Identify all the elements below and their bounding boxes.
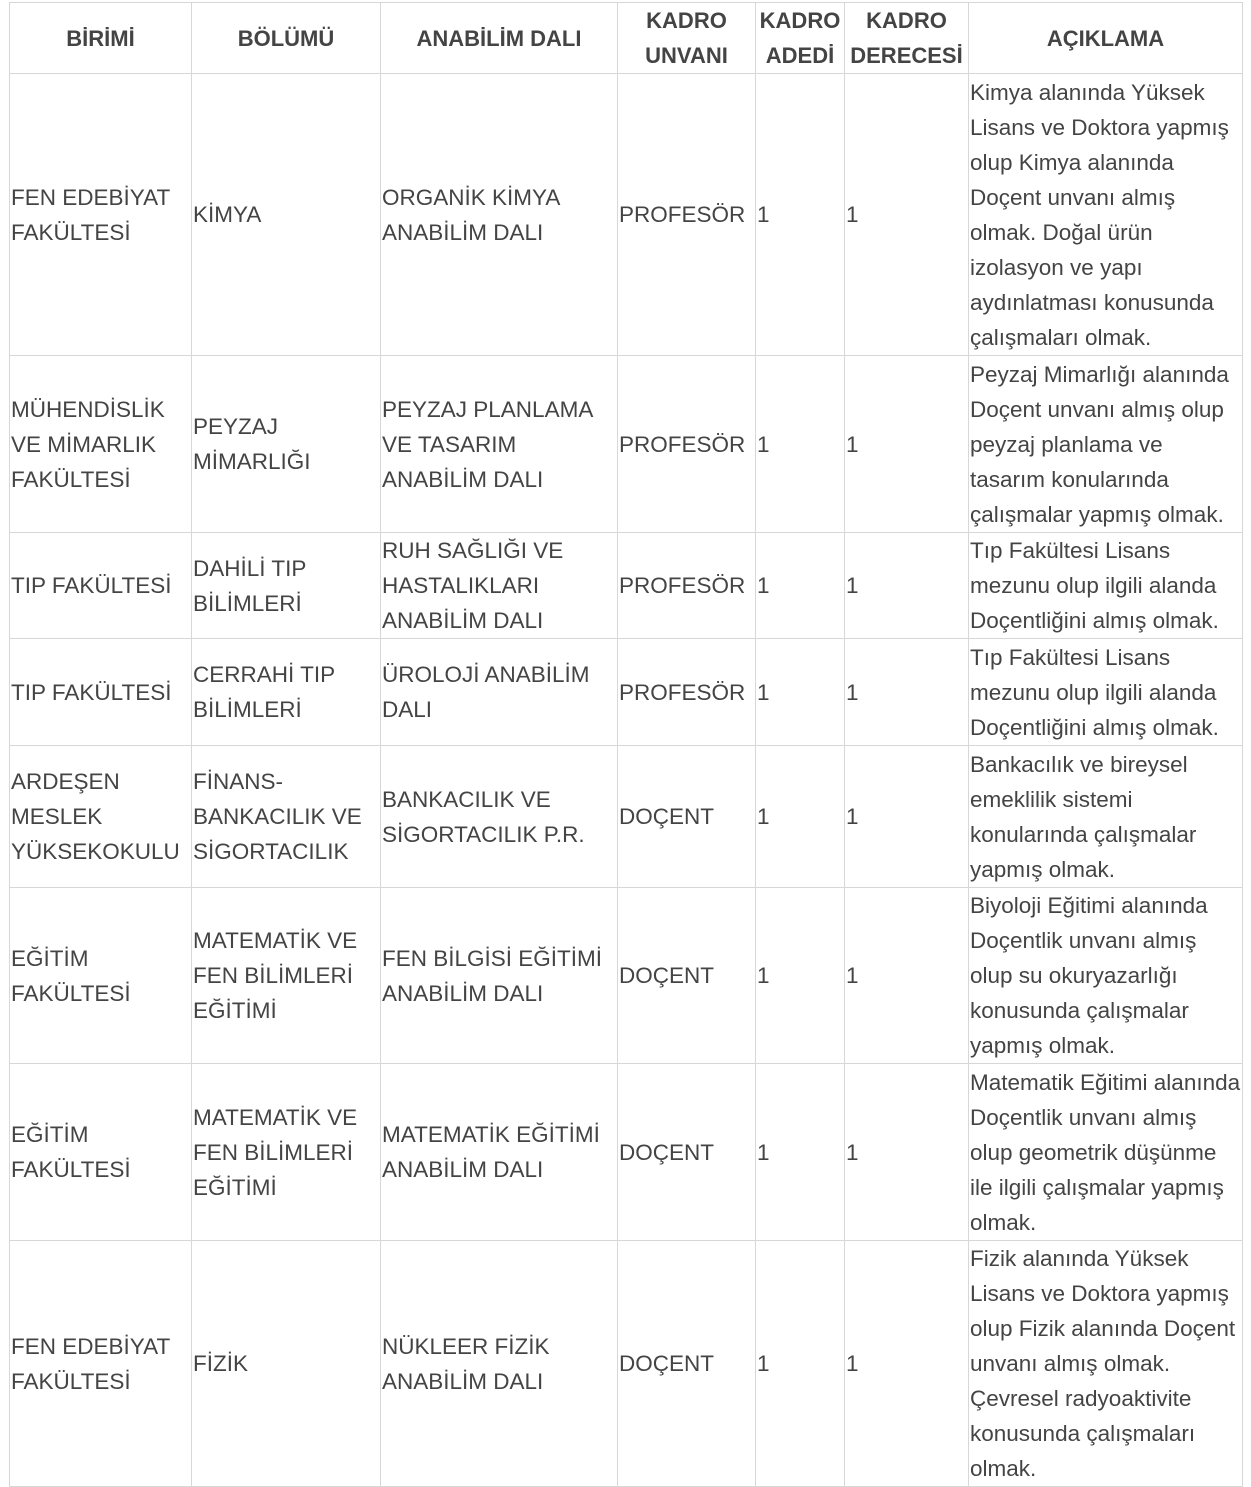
header-anabilim-dali: ANABİLİM DALI bbox=[381, 3, 618, 74]
cell-anabilim-dali: FEN BİLGİSİ EĞİTİMİ ANABİLİM DALI bbox=[381, 888, 618, 1064]
header-bolumu: BÖLÜMÜ bbox=[192, 3, 381, 74]
cell-birimi: FEN EDEBİYAT FAKÜLTESİ bbox=[10, 74, 192, 356]
cell-birimi: FEN EDEBİYAT FAKÜLTESİ bbox=[10, 1241, 192, 1487]
cell-kadro-adedi: 1 bbox=[756, 533, 845, 639]
cell-kadro-unvani: PROFESÖR bbox=[618, 74, 756, 356]
cell-kadro-derecesi: 1 bbox=[845, 1064, 969, 1241]
cell-anabilim-dali: ORGANİK KİMYA ANABİLİM DALI bbox=[381, 74, 618, 356]
cell-kadro-adedi: 1 bbox=[756, 639, 845, 746]
table-row bbox=[10, 356, 1243, 533]
cell-birimi: MÜHENDİSLİK VE MİMARLIK FAKÜLTESİ bbox=[10, 356, 192, 533]
cell-anabilim-dali: ÜROLOJİ ANABİLİM DALI bbox=[381, 639, 618, 746]
cell-kadro-derecesi: 1 bbox=[845, 356, 969, 533]
cell-kadro-unvani: DOÇENT bbox=[618, 746, 756, 888]
table-row bbox=[10, 1241, 1243, 1487]
cell-anabilim-dali: NÜKLEER FİZİK ANABİLİM DALI bbox=[381, 1241, 618, 1487]
cell-anabilim-dali: PEYZAJ PLANLAMA VE TASARIM ANABİLİM DALI bbox=[381, 356, 618, 533]
table-row bbox=[10, 888, 1243, 1064]
cell-kadro-unvani: DOÇENT bbox=[618, 888, 756, 1064]
cell-anabilim-dali: BANKACILIK VE SİGORTACILIK P.R. bbox=[381, 746, 618, 888]
cell-bolumu: MATEMATİK VE FEN BİLİMLERİ EĞİTİMİ bbox=[192, 1064, 381, 1241]
header-aciklama: AÇIKLAMA bbox=[969, 3, 1243, 74]
cell-aciklama: Kimya alanında Yüksek Lisans ve Doktora yapmış olup Kimya alanında Doçent unvanı almış olmak. Doğal ürün izolasyon ve yapı aydınlatması konusunda çalışmaları olmak. bbox=[969, 74, 1243, 356]
header-kadro-derecesi bbox=[845, 3, 969, 74]
cell-kadro-unvani: DOÇENT bbox=[618, 1064, 756, 1241]
cell-kadro-unvani: PROFESÖR bbox=[618, 533, 756, 639]
cell-birimi: EĞİTİM FAKÜLTESİ bbox=[10, 888, 192, 1064]
cell-kadro-derecesi: 1 bbox=[845, 639, 969, 746]
table-row bbox=[10, 746, 1243, 888]
cell-bolumu: FİZİK bbox=[192, 1241, 381, 1487]
header-kadro-adedi bbox=[756, 3, 845, 74]
cell-kadro-unvani: PROFESÖR bbox=[618, 356, 756, 533]
table-row bbox=[10, 74, 1243, 356]
cell-kadro-adedi: 1 bbox=[756, 1241, 845, 1487]
cell-aciklama: Bankacılık ve bireysel emeklilik sistemi konularında çalışmalar yapmış olmak. bbox=[969, 746, 1243, 888]
cell-birimi: TIP FAKÜLTESİ bbox=[10, 533, 192, 639]
cell-birimi: ARDEŞEN MESLEK YÜKSEKOKULU bbox=[10, 746, 192, 888]
cell-aciklama: Fizik alanında Yüksek Lisans ve Doktora yapmış olup Fizik alanında Doçent unvanı almış olmak. Çevresel radyoaktivite konusunda çalışmaları olmak. bbox=[969, 1241, 1243, 1487]
cell-kadro-unvani: DOÇENT bbox=[618, 1241, 756, 1487]
cell-kadro-derecesi: 1 bbox=[845, 74, 969, 356]
cell-anabilim-dali: RUH SAĞLIĞI VE HASTALIKLARI ANABİLİM DALI bbox=[381, 533, 618, 639]
cell-bolumu: CERRAHİ TIP BİLİMLERİ bbox=[192, 639, 381, 746]
cell-kadro-derecesi: 1 bbox=[845, 1241, 969, 1487]
header-kadro-derecesi-text: KADRO DERECESİ bbox=[850, 8, 963, 68]
kadro-table bbox=[9, 2, 1243, 1487]
cell-kadro-adedi: 1 bbox=[756, 888, 845, 1064]
header-kadro-unvani-text: KADRO UNVANI bbox=[645, 8, 728, 68]
cell-bolumu: MATEMATİK VE FEN BİLİMLERİ EĞİTİMİ bbox=[192, 888, 381, 1064]
cell-aciklama: Tıp Fakültesi Lisans mezunu olup ilgili alanda Doçentliğini almış olmak. bbox=[969, 533, 1243, 639]
cell-kadro-derecesi: 1 bbox=[845, 746, 969, 888]
cell-bolumu: DAHİLİ TIP BİLİMLERİ bbox=[192, 533, 381, 639]
cell-kadro-adedi: 1 bbox=[756, 356, 845, 533]
cell-kadro-adedi: 1 bbox=[756, 1064, 845, 1241]
cell-aciklama: Tıp Fakültesi Lisans mezunu olup ilgili alanda Doçentliğini almış olmak. bbox=[969, 639, 1243, 746]
header-birimi: BİRİMİ bbox=[10, 3, 192, 74]
cell-bolumu: FİNANS-BANKACILIK VE SİGORTACILIK bbox=[192, 746, 381, 888]
cell-aciklama: Peyzaj Mimarlığı alanında Doçent unvanı almış olup peyzaj planlama ve tasarım konularında çalışmalar yapmış olmak. bbox=[969, 356, 1243, 533]
header-row bbox=[10, 3, 1243, 74]
cell-birimi: EĞİTİM FAKÜLTESİ bbox=[10, 1064, 192, 1241]
cell-bolumu: PEYZAJ MİMARLIĞI bbox=[192, 356, 381, 533]
cell-aciklama: Matematik Eğitimi alanında Doçentlik unvanı almış olup geometrik düşünme ile ilgili çalışmalar yapmış olmak. bbox=[969, 1064, 1243, 1241]
table-row bbox=[10, 639, 1243, 746]
cell-birimi: TIP FAKÜLTESİ bbox=[10, 639, 192, 746]
table-row bbox=[10, 1064, 1243, 1241]
cell-anabilim-dali: MATEMATİK EĞİTİMİ ANABİLİM DALI bbox=[381, 1064, 618, 1241]
cell-kadro-unvani: PROFESÖR bbox=[618, 639, 756, 746]
cell-bolumu: KİMYA bbox=[192, 74, 381, 356]
cell-kadro-derecesi: 1 bbox=[845, 888, 969, 1064]
header-kadro-adedi-text: KADRO ADEDİ bbox=[759, 8, 841, 68]
cell-kadro-adedi: 1 bbox=[756, 746, 845, 888]
table-row bbox=[10, 533, 1243, 639]
cell-kadro-adedi: 1 bbox=[756, 74, 845, 356]
header-kadro-unvani bbox=[618, 3, 756, 74]
cell-kadro-derecesi: 1 bbox=[845, 533, 969, 639]
cell-aciklama: Biyoloji Eğitimi alanında Doçentlik unvanı almış olup su okuryazarlığı konusunda çalışmalar yapmış olmak. bbox=[969, 888, 1243, 1064]
